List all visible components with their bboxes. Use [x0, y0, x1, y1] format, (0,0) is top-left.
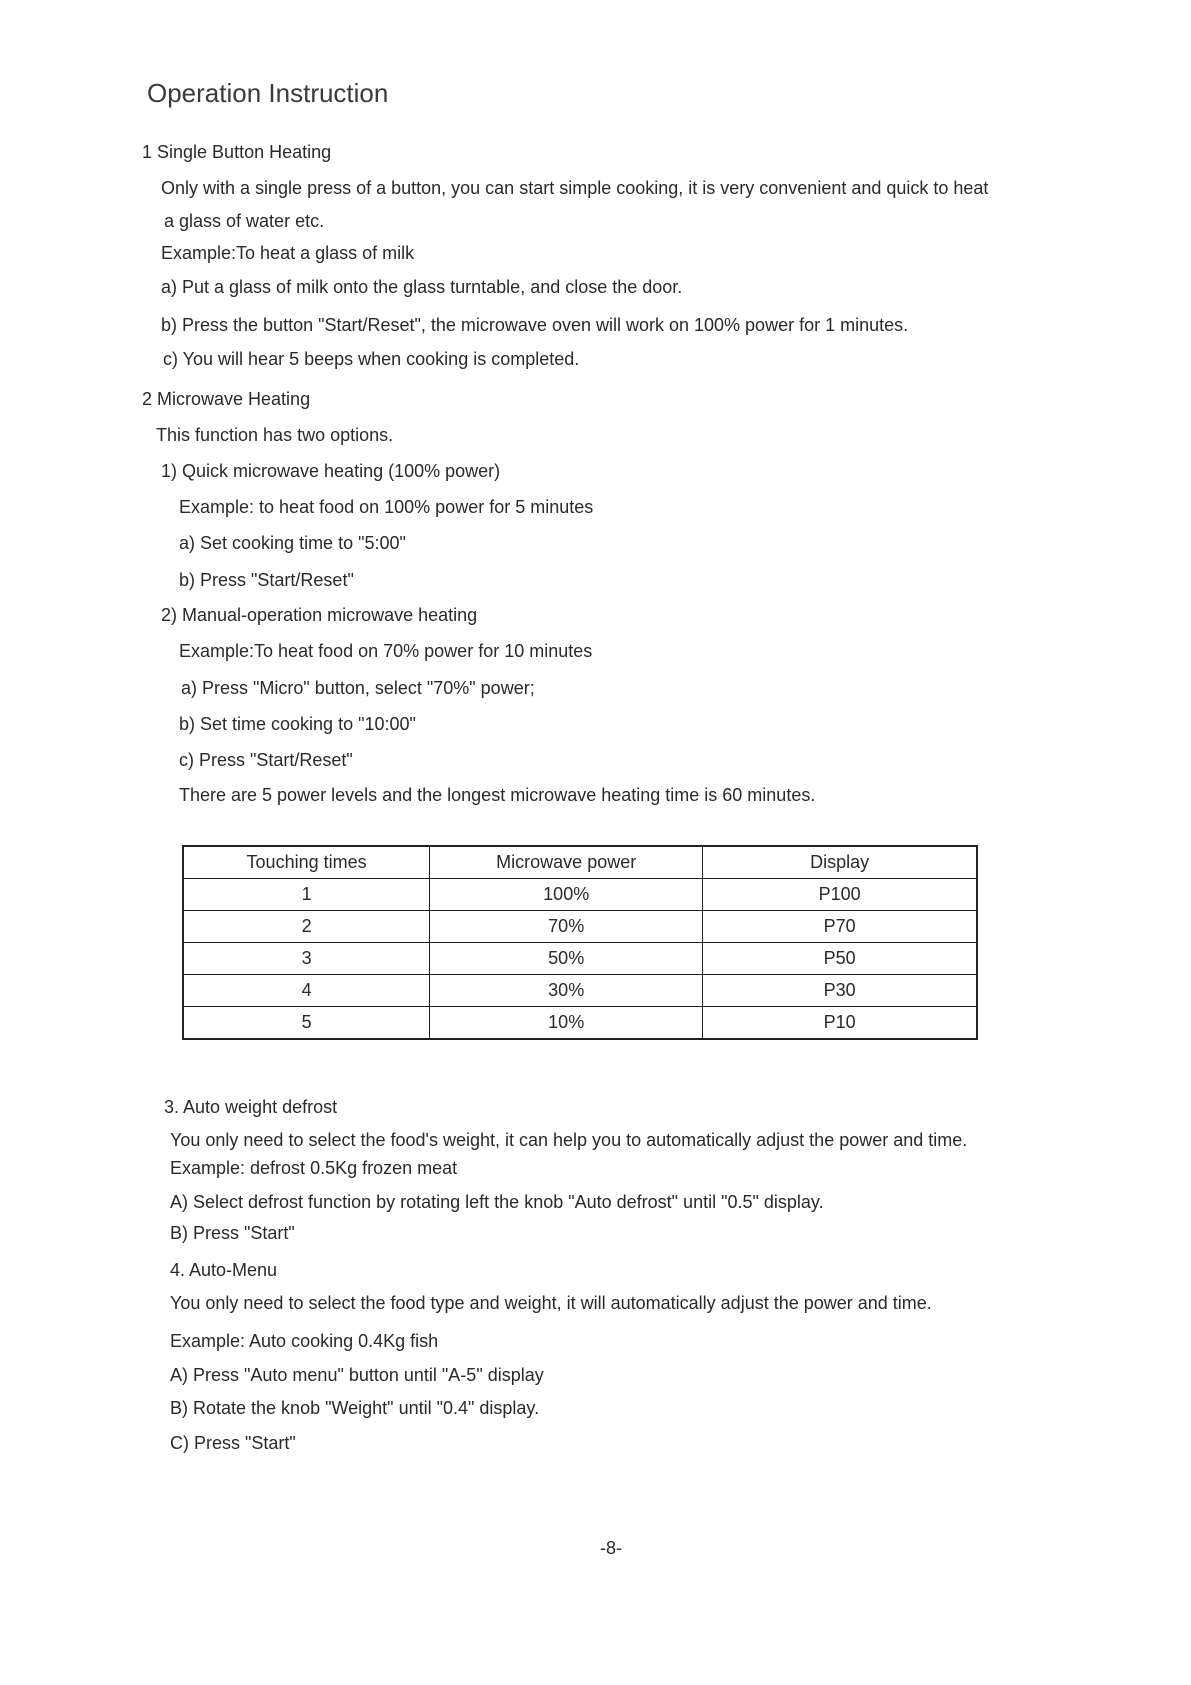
section-heading: 2 Microwave Heating — [142, 389, 311, 409]
section-heading: 3. Auto weight defrost — [164, 1097, 338, 1117]
table-cell: 2 — [183, 911, 430, 943]
table-row — [183, 943, 977, 975]
table-cell: 10% — [430, 1007, 703, 1040]
column-header: Microwave power — [430, 846, 703, 879]
example-line: Example:To heat a glass of milk — [161, 243, 415, 263]
table-cell: P100 — [703, 879, 977, 911]
paragraph-line: Only with a single press of a button, you can start simple cooking, it is very convenient and quick to heat — [161, 178, 989, 198]
paragraph-line: a glass of water etc. — [164, 211, 325, 231]
table-row — [183, 975, 977, 1007]
option-heading: 1) Quick microwave heating (100% power) — [161, 461, 501, 481]
step-line: b) Press "Start/Reset" — [179, 570, 354, 590]
table-cell: P10 — [703, 1007, 977, 1040]
page-number: -8- — [600, 1538, 622, 1558]
table-cell: P50 — [703, 943, 977, 975]
table-cell: 70% — [430, 911, 703, 943]
power-level-table — [182, 845, 978, 1040]
note-line: There are 5 power levels and the longest microwave heating time is 60 minutes. — [179, 785, 816, 805]
example-line: Example: defrost 0.5Kg frozen meat — [170, 1158, 458, 1178]
step-line: C) Press "Start" — [170, 1433, 296, 1453]
table-cell: 30% — [430, 975, 703, 1007]
paragraph-line: This function has two options. — [156, 425, 394, 445]
section-heading: 1 Single Button Heating — [142, 142, 332, 162]
table-cell: 50% — [430, 943, 703, 975]
step-line: b) Press the button "Start/Reset", the microwave oven will work on 100% power for 1 minutes. — [161, 315, 909, 335]
table-cell: 1 — [183, 879, 430, 911]
step-line: A) Select defrost function by rotating left the knob "Auto defrost" until "0.5" display. — [170, 1192, 824, 1212]
option-heading: 2) Manual-operation microwave heating — [161, 605, 478, 625]
step-line: c) Press "Start/Reset" — [179, 750, 353, 770]
step-line: a) Set cooking time to "5:00" — [179, 533, 406, 553]
step-line: B) Rotate the knob "Weight" until "0.4" display. — [170, 1398, 540, 1418]
step-line: a) Put a glass of milk onto the glass turntable, and close the door. — [161, 277, 683, 297]
example-line: Example:To heat food on 70% power for 10 minutes — [179, 641, 593, 661]
table-cell: 5 — [183, 1007, 430, 1040]
table-row — [183, 1007, 977, 1040]
step-line: c) You will hear 5 beeps when cooking is completed. — [163, 349, 580, 369]
column-header: Touching times — [183, 846, 430, 879]
example-line: Example: Auto cooking 0.4Kg fish — [170, 1331, 439, 1351]
table-cell: 4 — [183, 975, 430, 1007]
example-line: Example: to heat food on 100% power for 5 minutes — [179, 497, 594, 517]
table-row — [183, 911, 977, 943]
table-cell: 3 — [183, 943, 430, 975]
table-header-row — [183, 846, 977, 879]
table-row — [183, 879, 977, 911]
paragraph-line: You only need to select the food type and weight, it will automatically adjust the power and time. — [170, 1293, 932, 1313]
table-cell: 100% — [430, 879, 703, 911]
table-cell: P30 — [703, 975, 977, 1007]
section-heading: 4. Auto-Menu — [170, 1260, 278, 1280]
step-line: B) Press "Start" — [170, 1223, 295, 1243]
table-cell: P70 — [703, 911, 977, 943]
page-title: Operation Instruction — [147, 78, 389, 108]
step-line: b) Set time cooking to "10:00" — [179, 714, 416, 734]
step-line: A) Press "Auto menu" button until "A-5" display — [170, 1365, 544, 1385]
paragraph-line: You only need to select the food's weight, it can help you to automatically adjust the power and time. — [170, 1130, 968, 1150]
column-header: Display — [703, 846, 977, 879]
step-line: a) Press "Micro" button, select "70%" power; — [181, 678, 535, 698]
